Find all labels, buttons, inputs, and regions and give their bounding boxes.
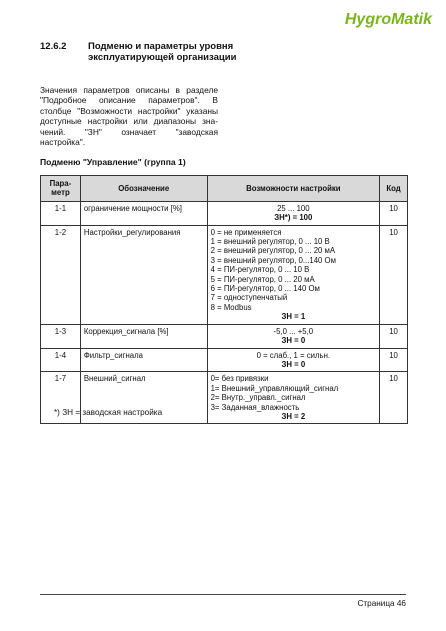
table-row <box>41 225 408 324</box>
cell-param: 1-3 <box>41 324 81 348</box>
factory-setting: ЗН = 2 <box>281 411 306 421</box>
cell-param: 1-1 <box>41 201 81 225</box>
logo-text-part2: Matik <box>391 11 432 28</box>
cell-name: Коррекция_сигнала [%] <box>80 324 207 348</box>
parameters-table <box>40 175 408 424</box>
setting-option: 0= без привязки <box>210 374 269 384</box>
cell-settings <box>207 225 379 324</box>
setting-option: 2 = внешний регулятор, 0 ... 20 мА <box>210 246 336 256</box>
header-code: Код <box>380 176 408 202</box>
cell-settings <box>207 348 379 372</box>
factory-setting: ЗН*) = 100 <box>274 213 313 223</box>
hygromatik-logo <box>345 11 432 29</box>
intro-line: чений. "ЗН" означает "заводская <box>40 126 218 137</box>
setting-option: 7 = одноступенчатый <box>210 293 288 303</box>
setting-option: 3 = внешний регулятор, 0...140 Ом <box>210 255 336 265</box>
table-row <box>41 201 408 225</box>
cell-settings <box>207 201 379 225</box>
cell-name: Внешний_сигнал <box>80 372 207 424</box>
setting-option: 3= Заданная_влажность <box>210 402 300 412</box>
cell-settings <box>207 372 379 424</box>
cell-code: 10 <box>380 225 408 324</box>
table-title: Подменю "Управление" (группа 1) <box>40 157 186 167</box>
cell-code: 10 <box>380 201 408 225</box>
table-row <box>41 324 408 348</box>
setting-option: 4 = ПИ-регулятор, 0 ... 10 В <box>210 265 310 275</box>
logo-text-part1: Hygro <box>344 11 392 28</box>
setting-option: 1= Внешний_управляющий_сигнал <box>210 383 339 393</box>
cell-param: 1-2 <box>41 225 81 324</box>
factory-setting: ЗН = 0 <box>281 336 306 346</box>
cell-code: 10 <box>380 348 408 372</box>
table-header-row <box>41 176 408 202</box>
cell-code: 10 <box>380 372 408 424</box>
factory-setting: ЗН = 0 <box>281 359 306 369</box>
setting-option: 2= Внутр._управл._сигнал <box>210 393 306 403</box>
header-name: Обозначение <box>80 176 207 202</box>
setting-option: 1 = внешний регулятор, 0 ... 10 В <box>210 237 330 247</box>
footnote: *) ЗН = заводская настройка <box>54 408 163 417</box>
section-title: Подменю и параметры уровня эксплуатирующей организации <box>88 41 237 63</box>
factory-setting: ЗН = 1 <box>281 312 306 322</box>
intro-line: настройка". <box>40 137 86 148</box>
page-number: Страница 46 <box>357 599 406 608</box>
header-param: Пара-метр <box>41 176 81 202</box>
section-number: 12.6.2 <box>40 41 67 52</box>
setting-option: 0 = не применяется <box>210 227 282 237</box>
cell-name: ограничение мощности [%] <box>80 201 207 225</box>
setting-option: -5,0 ... +5,0 <box>273 326 314 336</box>
header-settings: Возможности настройки <box>207 176 379 202</box>
setting-option: 25 ... 100 <box>277 203 310 213</box>
footer-divider <box>40 594 406 595</box>
setting-option: 6 = ПИ-регулятор, 0 ... 140 Ом <box>210 284 320 294</box>
intro-line: доступные настройки или диапазоны зна- <box>40 116 218 127</box>
cell-name: Фильтр_сигнала <box>80 348 207 372</box>
cell-name: Настройки_регулирования <box>80 225 207 324</box>
cell-code: 10 <box>380 324 408 348</box>
table-row <box>41 348 408 372</box>
setting-option: 5 = ПИ-регулятор, 0 ... 20 мА <box>210 274 315 284</box>
intro-line: столбце "Возможности настройки" указаны <box>40 105 218 116</box>
setting-option: 8 = Modbus <box>210 302 252 312</box>
cell-param: 1-7 <box>41 372 81 424</box>
cell-param: 1-4 <box>41 348 81 372</box>
cell-settings <box>207 324 379 348</box>
intro-paragraph <box>40 85 218 147</box>
intro-line: "Подробное описание параметров". В <box>40 95 218 106</box>
intro-line: Значения параметров описаны в разделе <box>40 85 218 95</box>
setting-option: 0 = слаб., 1 = сильн. <box>256 350 331 360</box>
